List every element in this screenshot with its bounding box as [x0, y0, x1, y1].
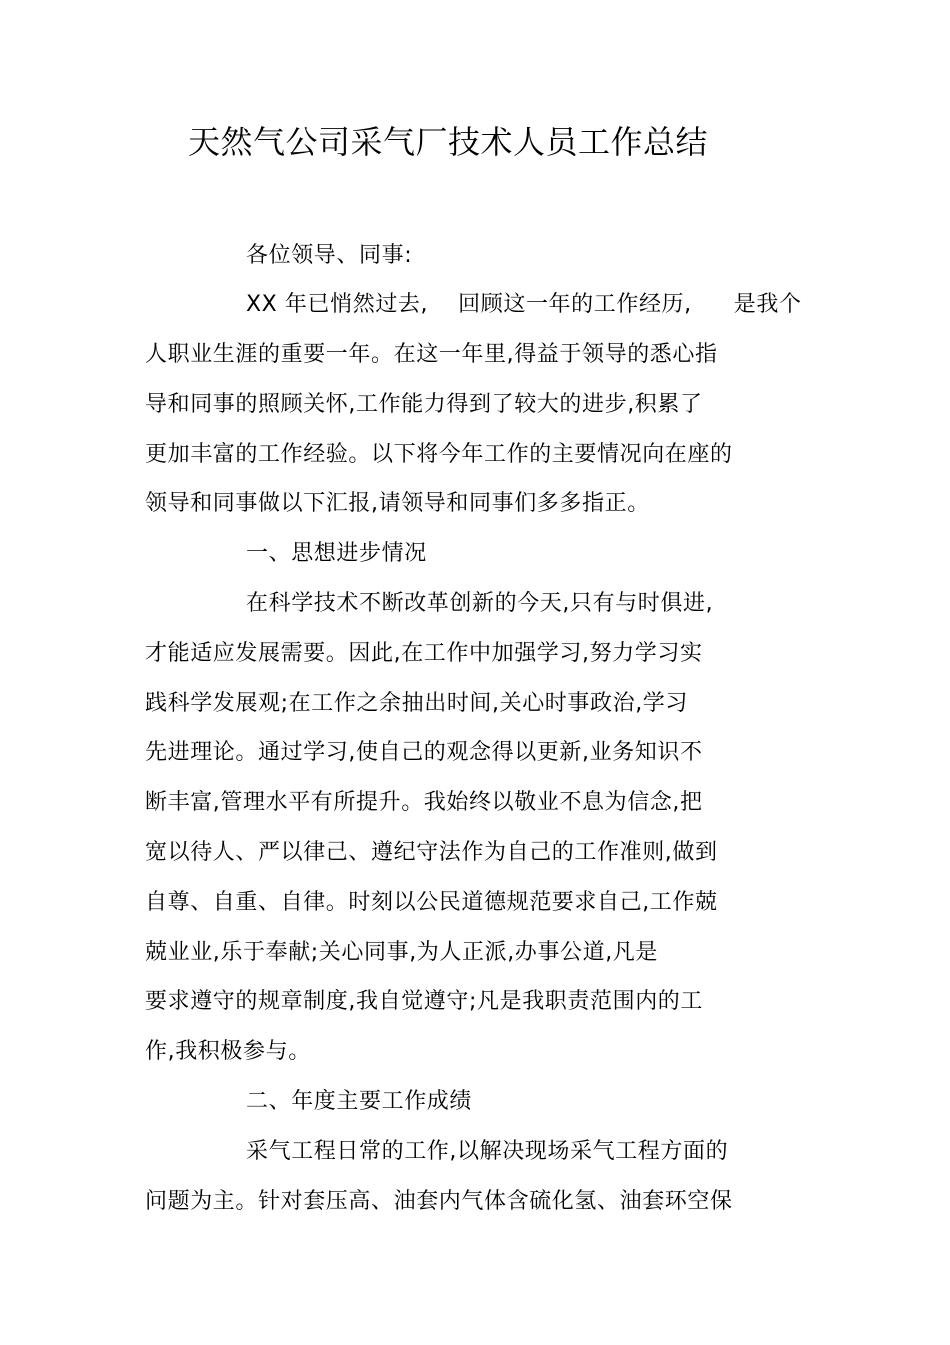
paragraph-line: 采气工程日常的工作,以解决现场采气工程方面的: [246, 1139, 729, 1164]
paragraph-line: 践科学发展观;在工作之余抽出时间,关心时事政治,学习: [145, 691, 688, 716]
paragraph-line: 宽以待人、严以律己、遵纪守法作为自己的工作准则,做到: [145, 840, 718, 865]
paragraph-line: 领导和同事做以下汇报,请领导和同事们多多指正。: [145, 491, 650, 516]
intro-segment-3: 是我个: [733, 292, 802, 317]
paragraph-line: 更加丰富的工作经验。以下将今年工作的主要情况向在座的: [145, 442, 733, 467]
section-heading-1: 一、思想进步情况: [246, 541, 427, 566]
paragraph-line: 作,我积极参与。: [145, 1039, 311, 1064]
paragraph-line: 才能适应发展需要。因此,在工作中加强学习,努力学习实: [145, 641, 703, 666]
paragraph-line: 导和同事的照顾关怀,工作能力得到了较大的进步,积累了: [145, 392, 703, 417]
paragraph-line: 先进理论。通过学习,使自己的观念得以更新,业务知识不: [145, 740, 703, 765]
paragraph-line: 要求遵守的规章制度,我自觉遵守;凡是我职责范围内的工: [145, 989, 704, 1014]
paragraph-line: 断丰富,管理水平有所提升。我始终以敬业不息为信念,把: [145, 790, 703, 815]
section-heading-2: 二、年度主要工作成绩: [246, 1089, 473, 1114]
intro-segment-1: XX 年已悄然过去,: [246, 292, 429, 317]
greeting: 各位领导、同事:: [246, 243, 413, 268]
paragraph-line: 人职业生涯的重要一年。在这一年里,得益于领导的悉心指: [145, 342, 718, 367]
paragraph-line: 自尊、自重、自律。时刻以公民道德规范要求自己,工作兢: [145, 890, 718, 915]
intro-first-line: [246, 289, 802, 321]
intro-segment-2: 回顾这一年的工作经历,: [458, 292, 692, 317]
paragraph-line: 在科学技术不断改革创新的今天,只有与时俱进,: [246, 591, 714, 616]
paragraph-line: 问题为主。针对套压高、油套内气体含硫化氢、油套环空保: [145, 1189, 733, 1214]
paragraph-line: 兢业业,乐于奉献;关心同事,为人正派,办事公道,凡是: [145, 940, 658, 965]
document-title: 天然气公司采气厂技术人员工作总结: [187, 123, 708, 161]
